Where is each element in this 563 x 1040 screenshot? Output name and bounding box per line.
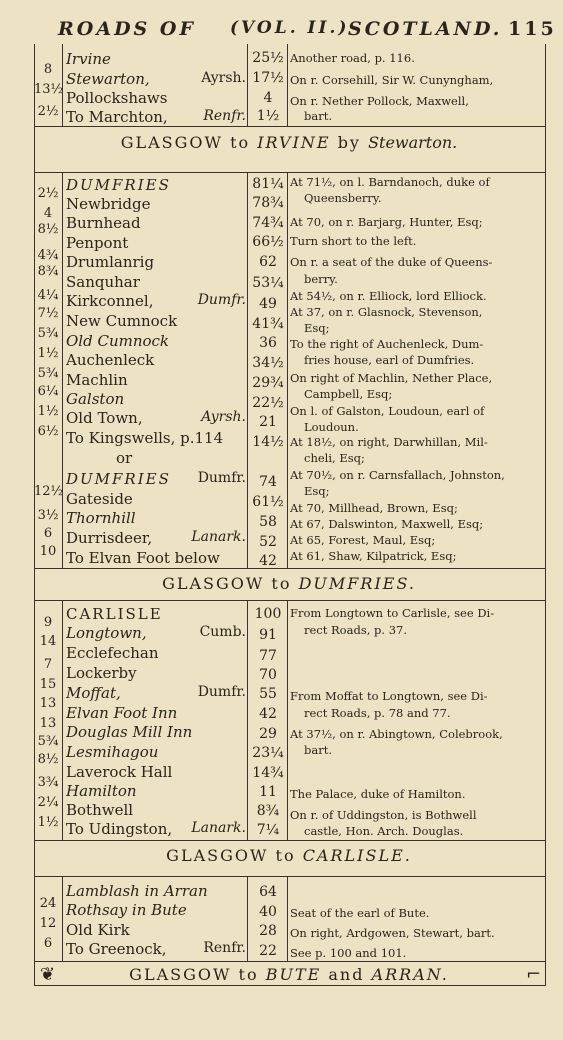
miles-cell: 22 — [259, 943, 277, 959]
place-row — [66, 50, 248, 68]
note-line: On r. Corsehill, Sir W. Cunyngham, — [290, 73, 494, 87]
place-name: Lesmihagou — [66, 743, 159, 761]
column-rule — [62, 876, 63, 961]
place-name: Gateside — [66, 490, 133, 508]
place-row — [66, 351, 248, 369]
column-rule — [247, 172, 248, 568]
county: Ayrsh. — [201, 70, 246, 86]
miles-cell: 34½ — [252, 355, 284, 371]
place-row — [66, 704, 248, 722]
miles-cell: 74¾ — [252, 215, 284, 231]
miles-cell: 78¾ — [252, 195, 284, 211]
place-row — [66, 723, 248, 741]
miles-cell: 14¾ — [252, 765, 284, 781]
place-name: Newbridge — [66, 195, 151, 213]
miles-cell: 53¼ — [252, 275, 284, 291]
rule — [34, 600, 545, 601]
note-line: The Palace, duke of Hamilton. — [290, 787, 466, 801]
place-row — [66, 89, 248, 107]
dist-cell: 5¾ — [37, 734, 59, 749]
column-rule — [287, 44, 288, 126]
note-line: At 54½, on r. Elliock, lord Elliock. — [290, 289, 487, 303]
header-right: SCOTLAND. — [348, 18, 503, 40]
place-name: Longtown, — [66, 624, 147, 642]
place-row — [66, 234, 248, 252]
place-row — [66, 429, 248, 447]
miles-cell: 4 — [263, 90, 273, 106]
column-rule — [247, 876, 248, 961]
miles-cell: 64 — [259, 884, 277, 900]
county: Lanark. — [191, 529, 246, 545]
dist-cell: 8 — [43, 62, 53, 77]
place-name: Douglas Mill Inn — [66, 723, 193, 741]
note-line: berry. — [304, 272, 338, 286]
route-title — [34, 574, 544, 593]
note-line: At 71½, on l. Barndanoch, duke of — [290, 175, 490, 189]
dist-cell: 2½ — [37, 186, 59, 201]
rule — [34, 126, 545, 127]
dist-cell: 1½ — [37, 346, 59, 361]
place-name: Rothsay in Bute — [66, 901, 187, 919]
place-name: Auchenleck — [66, 351, 155, 369]
miles-cell: 36 — [259, 335, 277, 351]
miles-cell: 14½ — [252, 434, 284, 450]
dist-cell: 5¾ — [37, 366, 59, 381]
place-row — [66, 901, 248, 919]
dist-cell: 1½ — [37, 815, 59, 830]
place-name: To Udingston, — [66, 820, 173, 838]
miles-cell: 21 — [259, 414, 277, 430]
note-line: At 70, Millhead, Brown, Esq; — [290, 501, 458, 515]
miles-cell: 81¼ — [252, 176, 284, 192]
dist-cell: 6¼ — [37, 384, 59, 399]
note-line: Esq; — [304, 321, 330, 335]
county: Cumb. — [199, 624, 246, 640]
miles-cell: 11 — [259, 784, 277, 800]
dist-cell: 6½ — [37, 424, 59, 439]
title-by: by — [337, 133, 361, 152]
flourish-icon: ⌐ — [526, 964, 542, 985]
miles-cell: 70 — [259, 667, 277, 683]
place-name: DUMFRIES — [66, 470, 171, 488]
dist-cell: 6 — [43, 526, 53, 541]
miles-cell: 22½ — [252, 395, 284, 411]
place-name: Thornhill — [66, 509, 136, 527]
column-rule — [287, 172, 288, 568]
dist-cell: 14 — [39, 634, 57, 649]
miles-cell: 7¼ — [256, 822, 280, 838]
note-line: Another road, p. 116. — [290, 51, 415, 65]
place-name: Laverock Hall — [66, 763, 173, 781]
miles-cell: 42 — [259, 706, 277, 722]
dist-cell: 6 — [43, 936, 53, 951]
place-row — [66, 390, 248, 408]
column-rule — [287, 876, 288, 961]
column-rule — [287, 600, 288, 840]
place-row — [66, 490, 248, 508]
place-row — [66, 782, 248, 800]
miles-cell: 25½ — [252, 50, 284, 66]
note-line: At 67, Dalswinton, Maxwell, Esq; — [290, 517, 484, 531]
place-row — [66, 108, 248, 126]
note-line: On r. of Uddingston, is Bothwell — [290, 808, 477, 822]
place-name: Lockerby — [66, 664, 137, 682]
place-name: Moffat, — [66, 684, 121, 702]
note-line: Queensberry. — [304, 191, 382, 205]
county: Ayrsh. — [201, 409, 246, 425]
place-row — [66, 763, 248, 781]
place-name: Drumlanrig — [66, 253, 155, 271]
place-name: Elvan Foot Inn — [66, 704, 178, 722]
place-name: or — [116, 449, 133, 467]
column-rule — [247, 44, 248, 126]
dist-cell: 8½ — [37, 752, 59, 767]
place-row — [66, 624, 248, 642]
dist-cell: 13 — [39, 716, 57, 731]
column-rule — [62, 44, 63, 126]
column-rule — [62, 172, 63, 568]
place-name: To Kingswells, p.114 — [66, 429, 224, 447]
place-row — [66, 529, 248, 547]
dist-cell: 1½ — [37, 404, 59, 419]
county: Dumfr. — [197, 684, 246, 700]
rule — [34, 172, 545, 173]
title-via: Stewarton. — [368, 133, 458, 152]
note-line: At 70, on r. Barjarg, Hunter, Esq; — [290, 215, 483, 229]
place-row — [66, 312, 248, 330]
miles-cell: 42 — [259, 553, 277, 569]
note-line: Esq; — [304, 484, 330, 498]
place-name: To Elvan Foot below — [66, 549, 220, 567]
place-row — [66, 605, 248, 623]
route-title — [34, 846, 544, 865]
title-destination: ARRAN. — [371, 965, 449, 984]
note-line: At 70½, on r. Carnsfallach, Johnston, — [290, 468, 505, 482]
note-line: See p. 100 and 101. — [290, 946, 407, 960]
dist-cell: 4¼ — [37, 288, 59, 303]
note-line: At 61, Shaw, Kilpatrick, Esq; — [290, 549, 457, 563]
note-line: To the right of Auchenleck, Dum- — [290, 337, 484, 351]
miles-cell: 40 — [259, 904, 277, 920]
dist-cell: 4 — [43, 206, 53, 221]
column-rule — [62, 600, 63, 840]
place-name: Machlin — [66, 371, 128, 389]
place-row — [66, 743, 248, 761]
note-line: At 65, Forest, Maul, Esq; — [290, 533, 436, 547]
header-left: ROADS OF — [58, 18, 196, 40]
place-row — [66, 332, 248, 350]
place-name: Old Town, — [66, 409, 143, 427]
place-row — [66, 214, 248, 232]
miles-cell: 77 — [259, 648, 277, 664]
place-row — [66, 664, 248, 682]
note-line: On r. a seat of the duke of Queens- — [290, 255, 493, 269]
miles-cell: 66½ — [252, 234, 284, 250]
place-row — [116, 449, 176, 467]
dist-cell: 3½ — [37, 508, 59, 523]
note-line: Campbell, Esq; — [304, 387, 393, 401]
county: Lanark. — [191, 820, 246, 836]
dist-cell: 9 — [43, 615, 53, 630]
place-row — [66, 549, 248, 567]
rule — [34, 840, 545, 841]
column-rule — [247, 600, 248, 840]
place-row — [66, 470, 248, 488]
place-row — [66, 409, 248, 427]
county: Dumfr. — [197, 292, 246, 308]
place-row — [66, 509, 248, 527]
note-line: Seat of the earl of Bute. — [290, 906, 430, 920]
miles-cell: 100 — [254, 606, 282, 622]
dist-cell: 2¼ — [37, 795, 59, 810]
place-name: To Marchton, — [66, 108, 168, 126]
note-line: Loudoun. — [304, 420, 359, 434]
dist-cell: 12 — [39, 916, 57, 931]
title-and: and — [328, 965, 365, 984]
place-name: Hamilton — [66, 782, 137, 800]
place-name: New Cumnock — [66, 312, 178, 330]
fleuron-icon: ❦ — [40, 964, 56, 985]
note-line: cheli, Esq; — [304, 451, 365, 465]
miles-cell: 29¾ — [252, 375, 284, 391]
dist-cell: 5¾ — [37, 326, 59, 341]
county: Renfr. — [203, 940, 246, 956]
county: Dumfr. — [197, 470, 246, 486]
dist-cell: 8½ — [37, 222, 59, 237]
title-prefix: GLASGOW to — [120, 133, 251, 152]
title-destination: CARLISLE. — [302, 846, 412, 865]
place-row — [66, 371, 248, 389]
place-name: Ecclefechan — [66, 644, 159, 662]
place-row — [66, 644, 248, 662]
dist-cell: 13½ — [34, 82, 64, 97]
dist-cell: 4¾ — [37, 248, 59, 263]
place-name: DUMFRIES — [66, 176, 171, 194]
place-name: To Greenock, — [66, 940, 167, 958]
miles-cell: 49 — [259, 296, 277, 312]
place-name: Burnhead — [66, 214, 141, 232]
place-name: Irvine — [66, 50, 111, 68]
rule — [34, 568, 545, 569]
title-prefix: GLASGOW to — [129, 965, 259, 984]
route-title — [34, 133, 544, 152]
miles-cell: 41¾ — [252, 316, 284, 332]
note-line: On r. Nether Pollock, Maxwell, — [290, 94, 469, 108]
place-row — [66, 195, 248, 213]
place-row — [66, 921, 248, 939]
note-line: Turn short to the left. — [290, 234, 417, 248]
miles-cell: 28 — [259, 923, 277, 939]
place-row — [66, 801, 248, 819]
place-name: Lamblash in Arran — [66, 882, 208, 900]
place-name: Old Kirk — [66, 921, 130, 939]
place-row — [66, 253, 248, 271]
dist-cell: 24 — [39, 896, 57, 911]
rule — [34, 961, 545, 962]
place-row — [66, 176, 248, 194]
place-row — [66, 940, 248, 958]
note-line: From Moffat to Longtown, see Di- — [290, 689, 488, 703]
place-row — [66, 882, 248, 900]
place-row — [66, 292, 248, 310]
place-name: Galston — [66, 390, 125, 408]
dist-cell: 8¾ — [37, 264, 59, 279]
place-name: CARLISLE — [66, 605, 163, 623]
miles-cell: 17½ — [252, 70, 284, 86]
note-line: At 18½, on right, Darwhillan, Mil- — [290, 435, 488, 449]
miles-cell: 29 — [259, 726, 277, 742]
dist-cell: 10 — [39, 544, 57, 559]
place-row — [66, 684, 248, 702]
dist-cell: 3¾ — [37, 775, 59, 790]
place-row — [66, 273, 248, 291]
dist-cell: 12½ — [34, 484, 64, 499]
title-prefix: GLASGOW to — [162, 574, 292, 593]
header-volume: (VOL. II.) — [230, 18, 350, 38]
place-name: Stewarton, — [66, 70, 150, 88]
note-line: bart. — [304, 743, 332, 757]
title-prefix: GLASGOW to — [166, 846, 296, 865]
note-line: On right, Ardgowen, Stewart, bart. — [290, 926, 495, 940]
dist-cell: 13 — [39, 696, 57, 711]
dist-cell: 7 — [43, 657, 53, 672]
miles-cell: 58 — [259, 514, 277, 530]
miles-cell: 23¼ — [252, 745, 284, 761]
miles-cell: 55 — [259, 686, 277, 702]
note-line: From Longtown to Carlisle, see Di- — [290, 606, 495, 620]
note-line: At 37½, on r. Abingtown, Colebrook, — [290, 727, 503, 741]
rule — [34, 876, 545, 877]
place-row — [66, 820, 248, 838]
place-row — [66, 70, 248, 88]
note-line: castle, Hon. Arch. Douglas. — [304, 824, 464, 838]
place-name: Sanquhar — [66, 273, 140, 291]
miles-cell: 74 — [259, 474, 277, 490]
dist-cell: 7½ — [37, 306, 59, 321]
note-line: rect Roads, p. 78 and 77. — [304, 706, 451, 720]
note-line: On right of Machlin, Nether Place, — [290, 371, 493, 385]
place-name: Durrisdeer, — [66, 529, 153, 547]
place-name: Bothwell — [66, 801, 134, 819]
place-name: Old Cumnock — [66, 332, 170, 350]
note-line: rect Roads, p. 37. — [304, 623, 407, 637]
miles-cell: 52 — [259, 534, 277, 550]
miles-cell: 1½ — [256, 108, 280, 124]
note-line: fries house, earl of Dumfries. — [304, 353, 475, 367]
place-name: Penpont — [66, 234, 129, 252]
note-line: On l. of Galston, Loudoun, earl of — [290, 404, 485, 418]
miles-cell: 91 — [259, 627, 277, 643]
miles-cell: 8¾ — [256, 803, 280, 819]
note-line: At 37, on r. Glasnock, Stevenson, — [290, 305, 483, 319]
title-destination: BUTE — [265, 965, 322, 984]
miles-cell: 61½ — [252, 494, 284, 510]
title-destination: IRVINE — [257, 133, 331, 152]
note-line: bart. — [304, 109, 332, 123]
dist-cell: 2½ — [37, 104, 59, 119]
page-number: 115 — [508, 18, 557, 40]
title-destination: DUMFRIES. — [298, 574, 416, 593]
place-name: Pollockshaws — [66, 89, 168, 107]
county: Renfr. — [203, 108, 246, 124]
route-title — [34, 965, 544, 984]
miles-cell: 62 — [259, 254, 277, 270]
place-name: Kirkconnel, — [66, 292, 154, 310]
dist-cell: 15 — [39, 677, 57, 692]
